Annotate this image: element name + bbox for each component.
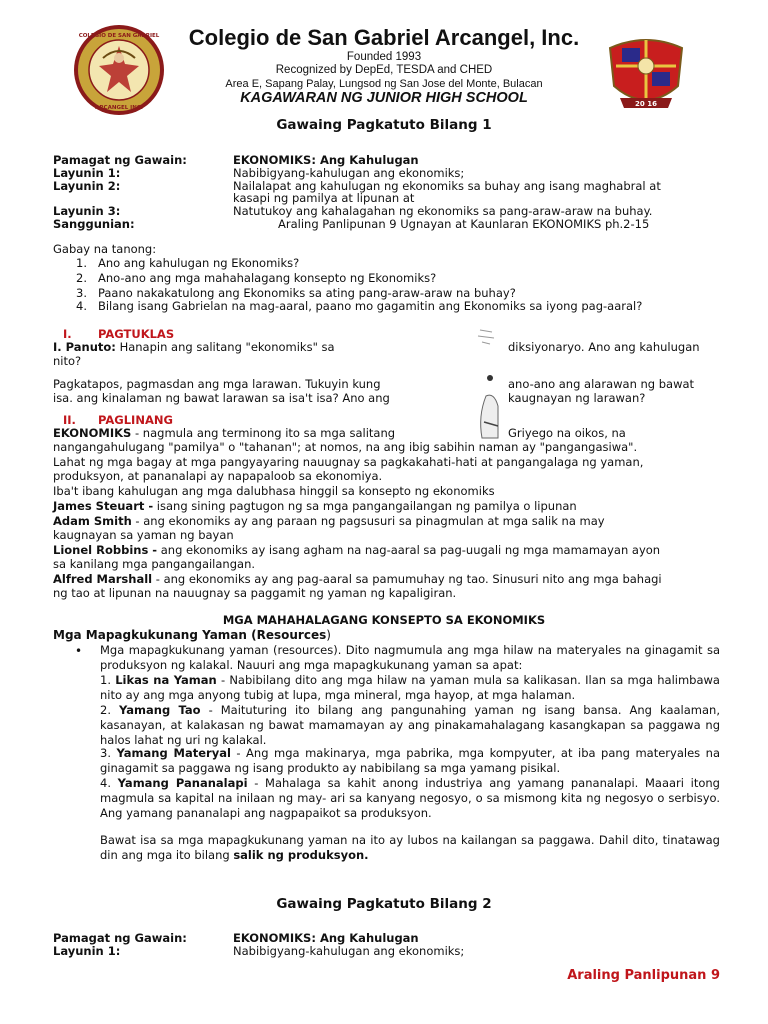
- founded-year: Founded 1993: [346, 51, 422, 63]
- section-numeral: II.: [63, 413, 76, 427]
- instruction-left: Pagkatapos, pagmasdan ang mga larawan. Tukuyin kung: [53, 377, 381, 391]
- guide-heading: Gabay na tanong:: [53, 242, 157, 256]
- field-value: Nailalapat ang kahulugan ng ekonomiks sa buhay ang isang maghabral at: [233, 179, 661, 193]
- expert-definition: Lionel Robbins - ang ekonomiks ay isang agham na nag-aaral sa pag-uugali ng mga mamamayan ayon: [53, 543, 661, 557]
- svg-text:COLEGIO DE SAN GABRIEL: COLEGIO DE SAN GABRIEL: [78, 33, 160, 39]
- school-address: Area E, Sapang Palay, Lungsod ng San Jose del Monte, Bulacan: [225, 78, 543, 90]
- field-label: Pamagat ng Gawain:: [53, 153, 187, 167]
- department-name: KAGAWARAN NG JUNIOR HIGH SCHOOL: [240, 90, 528, 106]
- activity2-title: Gawaing Pagkatuto Bilang 2: [276, 896, 492, 912]
- panuto-cont: nito?: [53, 354, 82, 368]
- field-label: Sanggunian:: [53, 217, 135, 231]
- svg-text:20 16: 20 16: [635, 100, 657, 108]
- field-value: Natutukoy ang kahalagahan ng ekonomiks sa pang-araw-araw na buhay.: [233, 204, 653, 218]
- guide-question: 3. Paano nakakatulong ang Ekonomiks sa ating pang-araw-araw na buhay?: [76, 286, 516, 300]
- expert-definition: Alfred Marshall - ang ekonomiks ay ang pag-aaral sa pamumuhay ng tao. Sinusuri nito ang mga bahagi: [53, 572, 662, 586]
- paragraph-line: produksyon, at pananalapi ay napapaloob sa ekonomiya.: [53, 469, 383, 483]
- instruction-right: kaugnayan ng larawan?: [508, 391, 646, 405]
- expert-definition-cont: ng tao at lipunan na nauugnay sa paggamit ng yaman ng kapaligiran.: [53, 586, 457, 600]
- resource-item: 4. Yamang Pananalapi - Mahalaga sa kahit anong industriya ang yamang pananalapi. Maaari itong magmula sa kapital na inilaan ng may- ari sa kanyang negosyo, o sa mismong kita ng negosyo o serbisyo. Ang yamang pananalapi ang nagpapaikot sa produksyon.: [100, 776, 720, 820]
- expert-definition-cont: kaugnayan sa yaman ng bayan: [53, 528, 234, 542]
- resource-item: 2. Yamang Tao - Maituturing ito bilang ang pangunahing yaman ng isang bansa. Ang kaalaman, kasanayan, at kalakasan ng bawat mamamayan ay ang pinakamahalagang kasangkapan sa paggawa ng halos lahat ng uri ng kalakal.: [100, 703, 720, 747]
- field-value: Nabibigyang-kahulugan ang ekonomiks;: [233, 944, 465, 958]
- section-heading-paglinang: PAGLINANG: [98, 413, 173, 427]
- field-value: Araling Panlipunan 9 Ugnayan at Kaunlaran EKONOMIKS ph.2-15: [278, 217, 650, 231]
- ekonomiks-definition: EKONOMIKS - nagmula ang terminong ito sa mga salitang: [53, 426, 396, 440]
- paragraph-line: Iba't ibang kahulugan ang mga dalubhasa hinggil sa konsepto ng ekonomiks: [53, 484, 495, 498]
- expert-definition-cont: sa kanilang mga pangangailangan.: [53, 557, 256, 571]
- resource-item: 3. Yamang Materyal - Ang mga makinarya, mga pabrika, mga kompyuter, at iba pang materyales na ginagamit sa paggawa ng isang produkto ay nabibilang sa mga yamang pisikal.: [100, 746, 720, 775]
- expert-definition: James Steuart - isang sining pagtugon ng sa mga pangangailangan ng pamilya o lipunan: [53, 499, 577, 513]
- resources-intro: Mga mapagkukunang yaman (resources). Dito nagmumula ang mga hilaw na materyales na ginagamit sa produksyon ng kalakal. Nauuri ang mga mapagkukunang yaman sa apat:: [100, 643, 720, 672]
- paragraph-line: Lahat ng mga bagay at mga pangyayaring nauugnay sa pagkakahati-hati at pangangalaga ng yaman,: [53, 455, 644, 469]
- field-label: Layunin 1:: [53, 166, 121, 180]
- expert-definition: Adam Smith - ang ekonomiks ay ang paraan ng pagsusuri sa pinagmulan at mga salik na may: [53, 514, 605, 528]
- concepts-heading: MGA MAHAHALAGANG KONSEPTO SA EKONOMIKS: [222, 613, 546, 627]
- field-value-cont: kasapi ng pamilya at lipunan at: [233, 191, 415, 205]
- guide-question: 4. Bilang isang Gabrielan na mag-aaral, paano mo gagamitin ang Ekonomiks sa iyong pag-aaral?: [76, 299, 643, 313]
- section-numeral: I.: [63, 327, 72, 341]
- field-value: EKONOMIKS: Ang Kahulugan: [233, 931, 419, 945]
- field-label: Layunin 3:: [53, 204, 121, 218]
- resource-item: 1. Likas na Yaman - Nabibilang dito ang mga hilaw na yaman mula sa kalikasan. Ilan sa mga halimbawa nito ay ang mga anyong tubig at lupa, mga mineral, mga hayop, at mga halaman.: [100, 673, 720, 702]
- resources-subheading: Mga Mapagkukunang Yaman (Resources): [53, 628, 331, 642]
- instruction-left: isa. ang kinalaman ng bawat larawan sa isa't isa? Ano ang: [53, 391, 390, 405]
- recognition-line: Recognized by DepEd, TESDA and CHED: [275, 64, 493, 76]
- bullet-mark: •: [75, 644, 83, 658]
- footer-subject: Araling Panlipunan 9: [567, 968, 720, 983]
- instruction-right: ano-ano ang alarawan ng bawat: [508, 377, 695, 391]
- field-label: Layunin 2:: [53, 179, 121, 193]
- guide-question: 1. Ano ang kahulugan ng Ekonomiks?: [76, 256, 300, 270]
- section-heading-pagtuklas: PAGTUKLAS: [98, 327, 175, 341]
- field-value: EKONOMIKS: Ang Kahulugan: [233, 153, 419, 167]
- panuto-right: diksiyonaryo. Ano ang kahulugan: [508, 340, 700, 354]
- ekonomiks-definition-right: Griyego na oikos, na: [508, 426, 626, 440]
- svg-text:ARCANGEL INC.: ARCANGEL INC.: [95, 105, 143, 111]
- paragraph-line: nangangahulugang "pamilya" o "tahanan"; at nomos, na ang ibig sabihin naman ay "pangangasiwa".: [53, 440, 638, 454]
- school-name: Colegio de San Gabriel Arcangel, Inc.: [188, 25, 580, 50]
- field-value: Nabibigyang-kahulugan ang ekonomiks;: [233, 166, 465, 180]
- field-label: Layunin 1:: [53, 944, 121, 958]
- guide-question: 2. Ano-ano ang mga mahahalagang konsepto ng Ekonomiks?: [76, 271, 437, 285]
- field-label: Pamagat ng Gawain:: [53, 931, 187, 945]
- panuto-left: I. Panuto: Hanapin ang salitang "ekonomiks" sa: [53, 340, 335, 354]
- resources-closing: Bawat isa sa mga mapagkukunang yaman na ito ay lubos na kailangan sa paggawa. Dahil dito, tinatawag din ang mga ito bilang salik ng produksyon.: [100, 833, 720, 862]
- activity-picture: [474, 326, 500, 442]
- activity1-title: Gawaing Pagkatuto Bilang 1: [276, 117, 492, 133]
